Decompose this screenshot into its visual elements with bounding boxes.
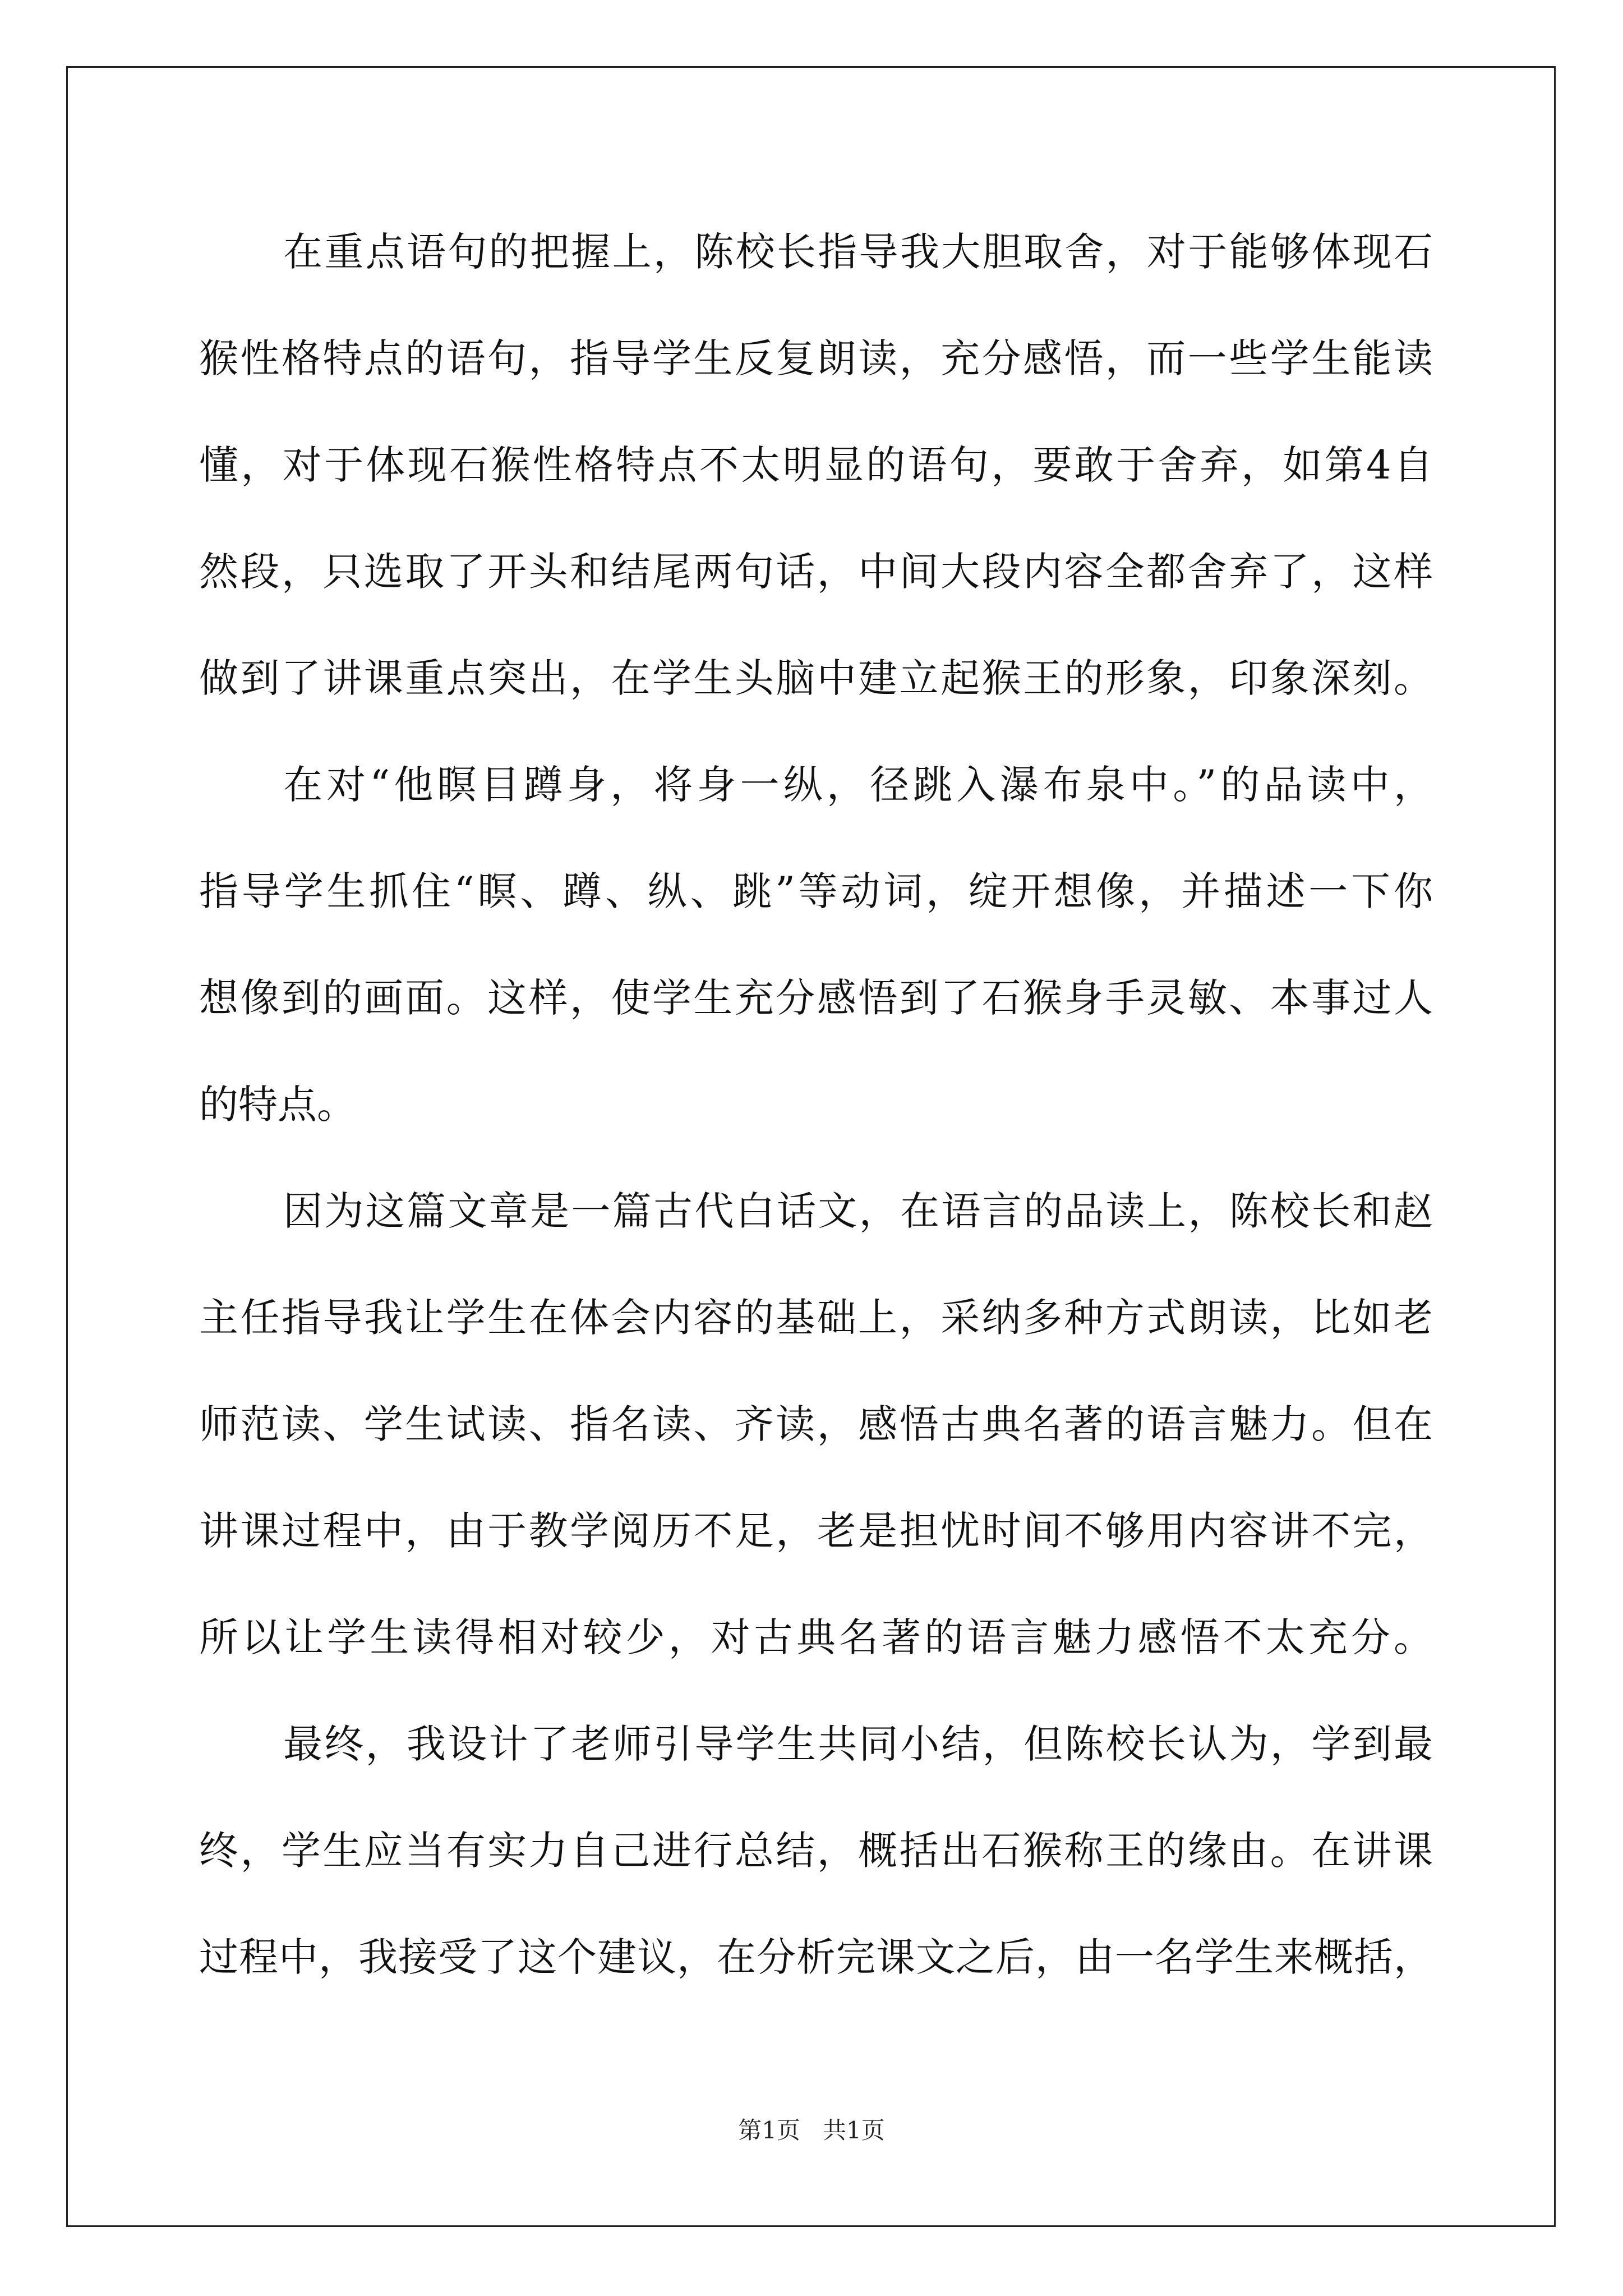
text-line: 的特点。: [199, 1082, 356, 1128]
text-line: 然段，只选取了开头和结尾两句话，中间大段内容全都舍弃了，这样: [199, 549, 1433, 595]
text-line: 讲课过程中，由于教学阅历不足，老是担忧时间不够用内容讲不完，: [199, 1508, 1433, 1554]
text-line: 在对“他瞑目蹲身，将身一纵，径跳入瀑布泉中。”的品读中，: [283, 762, 1433, 808]
text-line: 所以让学生读得相对较少，对古典名著的语言魅力感悟不太充分。: [199, 1614, 1433, 1660]
text-line: 主任指导我让学生在体会内容的基础上，采纳多种方式朗读，比如老: [199, 1295, 1433, 1341]
page-footer: 第1页 共1页: [738, 2116, 885, 2144]
text-line: 师范读、学生试读、指名读、齐读，感悟古典名著的语言魅力。但在: [199, 1401, 1433, 1447]
text-line: 最终，我设计了老师引导学生共同小结，但陈校长认为，学到最: [283, 1721, 1433, 1767]
text-line: 因为这篇文章是一篇古代白话文，在语言的品读上，陈校长和赵: [283, 1188, 1433, 1234]
text-line: 终，学生应当有实力自己进行总结，概括出石猴称王的缘由。在讲课: [199, 1828, 1433, 1874]
text-line: 过程中，我接受了这个建议，在分析完课文之后，由一名学生来概括，: [199, 1934, 1433, 1980]
text-line: 猴性格特点的语句，指导学生反复朗读，充分感悟，而一些学生能读: [199, 335, 1433, 381]
text-line: 指导学生抓住“瞑、蹲、纵、跳”等动词，绽开想像，并描述一下你: [199, 868, 1433, 914]
text-line: 在重点语句的把握上，陈校长指导我大胆取舍，对于能够体现石: [283, 229, 1433, 275]
text-line: 想像到的画面。这样，使学生充分感悟到了石猴身手灵敏、本事过人: [199, 975, 1433, 1021]
text-line: 做到了讲课重点突出，在学生头脑中建立起猴王的形象，印象深刻。: [199, 655, 1433, 701]
document-body: [199, 219, 1433, 2031]
text-line: 懂，对于体现石猴性格特点不太明显的语句，要敢于舍弃，如第4自: [199, 442, 1433, 488]
